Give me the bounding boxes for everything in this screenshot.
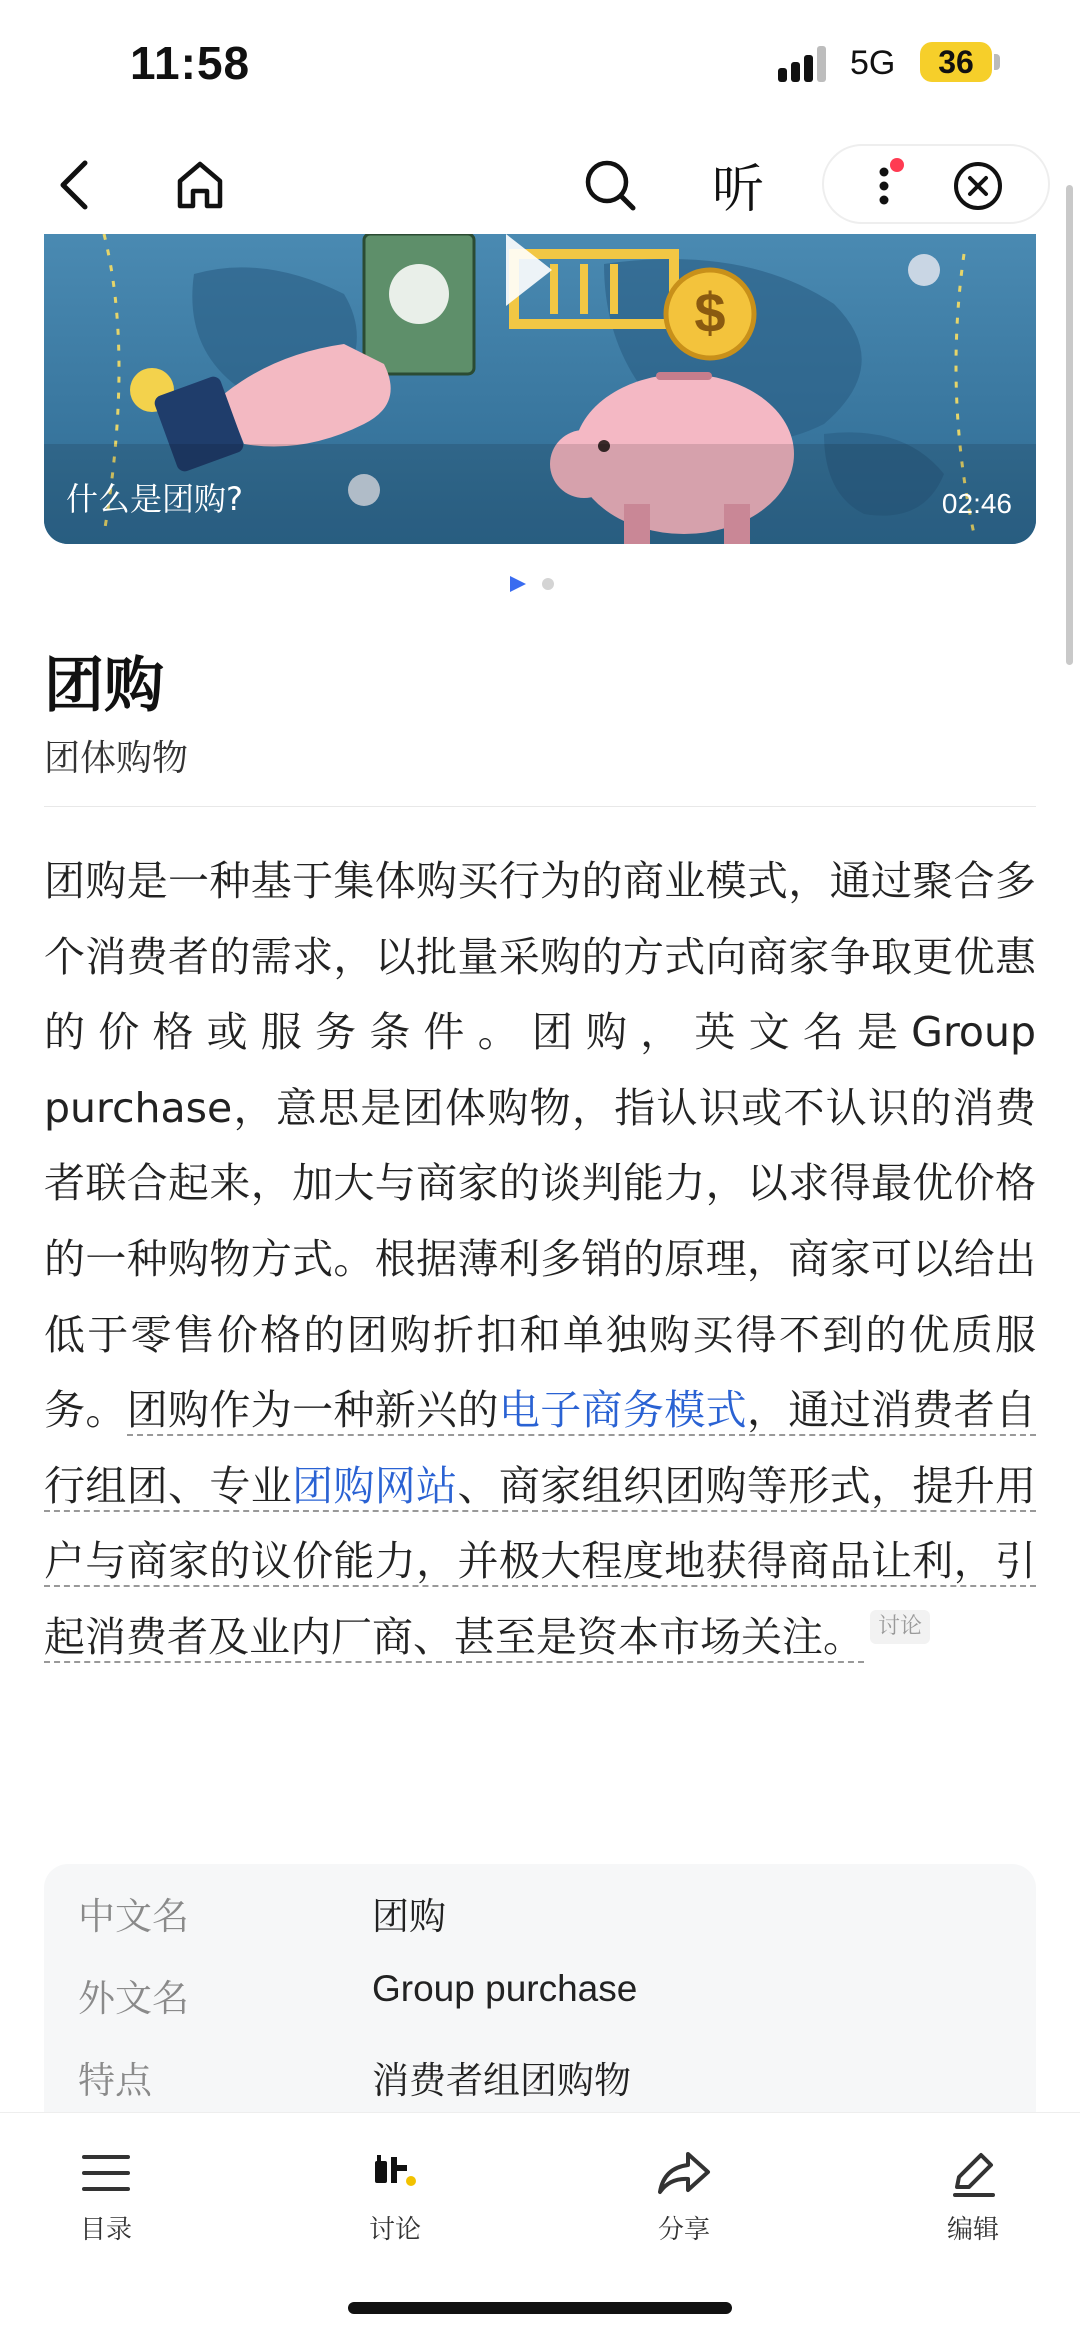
info-key: 中文名 [78, 1895, 189, 1938]
tab-label: 编辑 [946, 2215, 999, 2245]
network-label: 5G [850, 44, 896, 82]
info-key: 外文名 [78, 1977, 189, 2020]
battery-tip [994, 54, 1000, 70]
link-group-buying-site[interactable]: 团购网站 [292, 1461, 458, 1510]
tab-label: 讨论 [368, 2215, 421, 2245]
battery-icon: 36 [920, 42, 992, 82]
page-title: 团购 [44, 651, 164, 721]
tab-label: 分享 [657, 2215, 710, 2245]
discuss-icon [315, 2143, 475, 2203]
home-icon[interactable] [160, 150, 240, 220]
info-value: Group purchase [372, 1968, 638, 2009]
divider [44, 806, 1036, 807]
status-bar [0, 0, 1080, 130]
edit-icon [893, 2143, 1053, 2203]
carousel-indicator [510, 574, 570, 594]
listen-button[interactable]: 听 [711, 159, 764, 220]
close-icon[interactable] [948, 158, 1008, 214]
summary-text: 团购是一种基于集体购买行为的商业模式，通过聚合多个消费者的需求，以批量采购的方式向商家争取更优惠的价格或服务条件。团购，英文名是Group purchase，意思是团体购物，指认识或不认识的消费者联合起来，加大与商家的谈判能力，以求得最优价格的一种购物方式。根据薄利多销的原理，商家可以给出低于零售价格的团购折扣和单独购买得不到的优质服务。 [44, 857, 1036, 1435]
tab-label: 目录 [79, 2215, 132, 2245]
sentence-part: 团购作为一种新兴的 [126, 1386, 499, 1435]
tab-share[interactable] [604, 2143, 764, 2246]
notification-dot [890, 158, 904, 172]
video-caption: 什么是团购? [66, 480, 243, 518]
page-subtitle: 团体购物 [44, 738, 189, 779]
list-icon [26, 2143, 186, 2203]
sentence-part: 、商家组织团购等形式，提升用户与商家的议价能力，并极大程度地获得商品让利，引起消费者及业内厂商、甚至是资本市场关注。 [44, 1461, 1037, 1661]
info-value: 团购 [372, 1896, 446, 1937]
summary-paragraph [44, 844, 1036, 1676]
status-time: 11:58 [130, 37, 251, 89]
svg-text:$: $ [694, 281, 726, 344]
video-thumbnail[interactable] [44, 234, 1036, 544]
tab-discuss[interactable] [315, 2143, 475, 2246]
scrollbar[interactable] [1066, 185, 1073, 665]
search-icon[interactable] [575, 150, 645, 220]
signal-icon [778, 46, 836, 82]
mini-program-capsule [822, 144, 1050, 224]
top-nav [0, 130, 1080, 240]
tab-toc[interactable] [26, 2143, 186, 2246]
video-duration: 02:46 [941, 488, 1012, 519]
share-icon [604, 2143, 764, 2203]
tab-edit[interactable] [893, 2143, 1053, 2246]
link-ecommerce-model[interactable]: 电子商务模式 [498, 1386, 747, 1435]
discuss-tag[interactable]: 讨论 [870, 1610, 930, 1644]
back-icon[interactable] [40, 150, 110, 220]
info-key: 特点 [78, 2059, 152, 2102]
home-indicator[interactable] [348, 2302, 732, 2314]
info-value: 消费者组团购物 [372, 2060, 631, 2101]
sentence-part: ，通过消费者自行组团、专业 [44, 1386, 1037, 1510]
